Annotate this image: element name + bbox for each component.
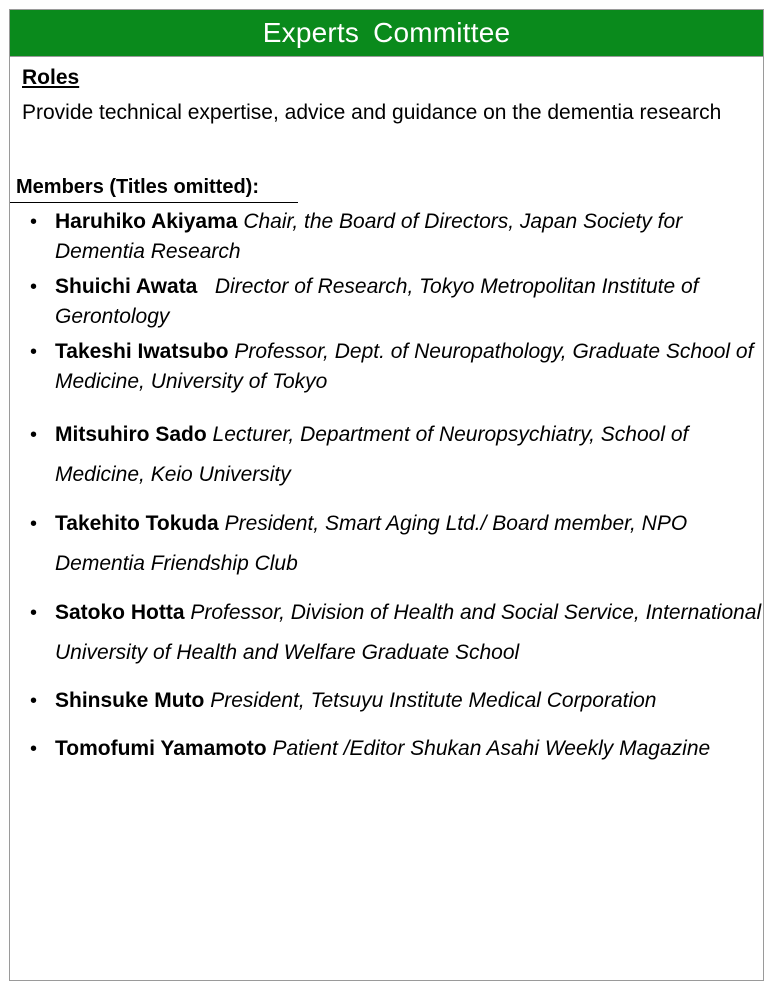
list-item [24, 207, 766, 267]
member-name: Haruhiko Akiyama [55, 210, 238, 233]
member-title: Lecturer, Department of Neuropsychiatry, School of Medicine, Keio University [55, 423, 689, 486]
member-name: Takeshi Iwatsubo [55, 340, 229, 363]
member-entry [55, 504, 766, 584]
document-frame [9, 9, 764, 981]
member-name: Tomofumi Yamamoto [55, 737, 267, 760]
bullet-icon: • [30, 276, 38, 298]
member-name: Takehito Tokuda [55, 512, 219, 535]
bullet-icon: • [30, 738, 38, 760]
member-title: President, Smart Aging Ltd./ Board member, NPO Dementia Friendship Club [55, 512, 688, 575]
bullet-icon: • [30, 690, 38, 712]
list-item [24, 729, 766, 769]
bullet-icon: • [30, 211, 38, 233]
member-entry [55, 272, 766, 332]
bullet-icon: • [30, 341, 38, 363]
member-title: Patient /Editor Shukan Asahi Weekly Magazine [272, 737, 711, 760]
member-name: Mitsuhiro Sado [55, 423, 207, 446]
bullet-icon: • [30, 513, 38, 535]
member-entry [55, 729, 766, 769]
member-entry [55, 415, 766, 495]
page-title: Experts Committee [262, 17, 511, 48]
members-heading: Members (Titles omitted): [16, 176, 259, 198]
members-list [10, 10, 763, 980]
bullet-icon: • [30, 602, 38, 624]
member-title: Professor, Dept. of Neuropathology, Graduate School of Medicine, University of Tokyo [55, 340, 754, 393]
member-title: Director of Research, Tokyo Metropolitan Institute of Gerontology [55, 275, 699, 328]
member-entry [55, 207, 766, 267]
roles-description: Provide technical expertise, advice and guidance on the dementia research [22, 101, 722, 124]
roles-heading: Roles [22, 66, 80, 89]
list-item [24, 593, 766, 673]
member-name: Shinsuke Muto [55, 689, 205, 712]
member-name: Shuichi Awata [55, 275, 198, 298]
member-name: Satoko Hotta [55, 601, 185, 624]
list-item [24, 415, 766, 495]
member-entry [55, 337, 766, 397]
member-title: President, Tetsuyu Institute Medical Corporation [210, 689, 657, 712]
list-item [24, 337, 766, 397]
list-item [24, 272, 766, 332]
member-title: Professor, Division of Health and Social Service, International University of Health and Welfare Graduate School [55, 601, 762, 664]
member-entry [55, 593, 766, 673]
bullet-icon: • [30, 424, 38, 446]
list-item [24, 504, 766, 584]
list-item [24, 681, 766, 721]
member-entry [55, 681, 766, 721]
member-title: Chair, the Board of Directors, Japan Society for Dementia Research [55, 210, 683, 263]
